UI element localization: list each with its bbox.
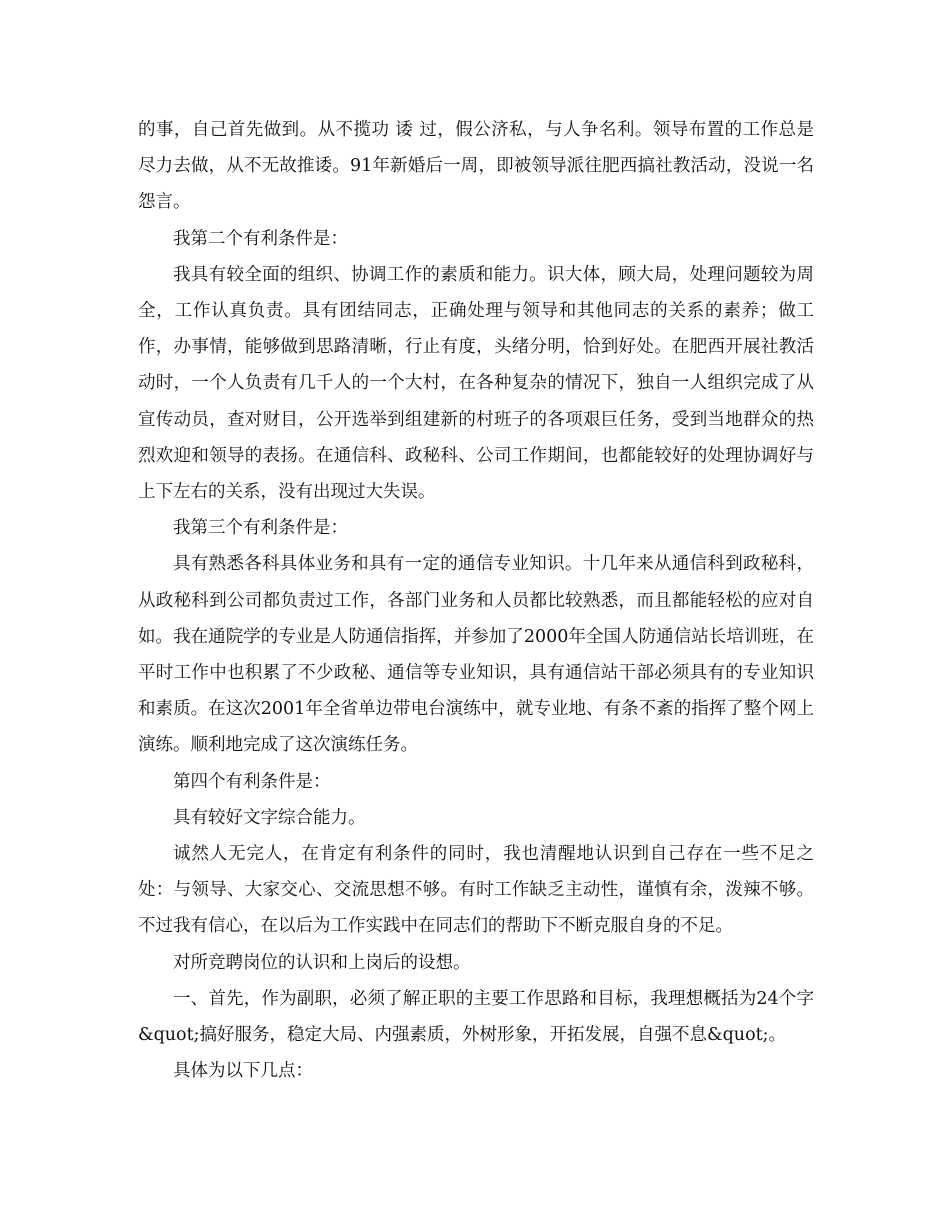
paragraph-8: 诚然人无完人，在肯定有利条件的同时，我也清醒地认识到自己存在一些不足之处：与领导、大家交心、交流思想不够。有时工作缺乏主动性，谨慎有余，泼辣不够。不过我有信心，在以后为工作实践中在同志们的帮助下不断克服自身的不足。 <box>138 844 814 937</box>
paragraph-5: 具有熟悉各科具体业务和具有一定的通信专业知识。十几年来从通信科到政秘科，从政秘科到公司都负责过工作，各部门业务和人员都比较熟悉，而且都能轻松的应对自如。我在通院学的专业是人防通信指挥，并参加了2000年全国人防通信站长培训班，在平时工作中也积累了不少政秘、通信等专业知识，具有通信站干部必须具有的专业知识和素质。在这次2001年全省单边带电台演练中，就专业地、有条不紊的指挥了整个网上演练。顺利地完成了这次演练任务。 <box>138 554 814 756</box>
paragraph-2: 我第二个有利条件是： <box>173 228 348 249</box>
paragraph-10: 一、首先，作为副职，必须了解正职的主要工作思路和目标，我理想概括为24个字&quot;搞好服务，稳定大局、内强素质，外树形象，开拓发展，自强不息&quot;。 <box>138 988 814 1046</box>
paragraph-9: 对所竞聘岗位的认识和上岗后的设想。 <box>173 952 471 973</box>
paragraph-7: 具有较好文字综合能力。 <box>173 807 366 828</box>
paragraph-1: 的事，自己首先做到。从不揽功 诿 过，假公济私，与人争名利。领导布置的工作总是尽力去做，从不无故推诿。91年新婚后一周，即被领导派往肥西搞社教活动，没说一名怨言。 <box>138 120 814 213</box>
document-body <box>138 112 814 1089</box>
paragraph-4: 我第三个有利条件是： <box>173 518 348 539</box>
paragraph-3: 我具有较全面的组织、协调工作的素质和能力。识大体，顾大局，处理问题较为周全，工作认真负责。具有团结同志，正确处理与领导和其他同志的关系的素养；做工作，办事情，能够做到思路清晰，行止有度，头绪分明，恰到好处。在肥西开展社教活动时，一个人负责有几千人的一个大村，在各种复杂的情况下，独自一人组织完成了从宣传动员，查对财目，公开选举到组建新的村班子的各项艰巨任务，受到当地群众的热烈欢迎和领导的表扬。在通信科、政秘科、公司工作期间，也都能较好的处理协调好与上下左右的关系，没有出现过大失误。 <box>138 264 814 503</box>
paragraph-6: 第四个有利条件是： <box>173 771 331 792</box>
paragraph-11: 具体为以下几点： <box>173 1061 313 1082</box>
